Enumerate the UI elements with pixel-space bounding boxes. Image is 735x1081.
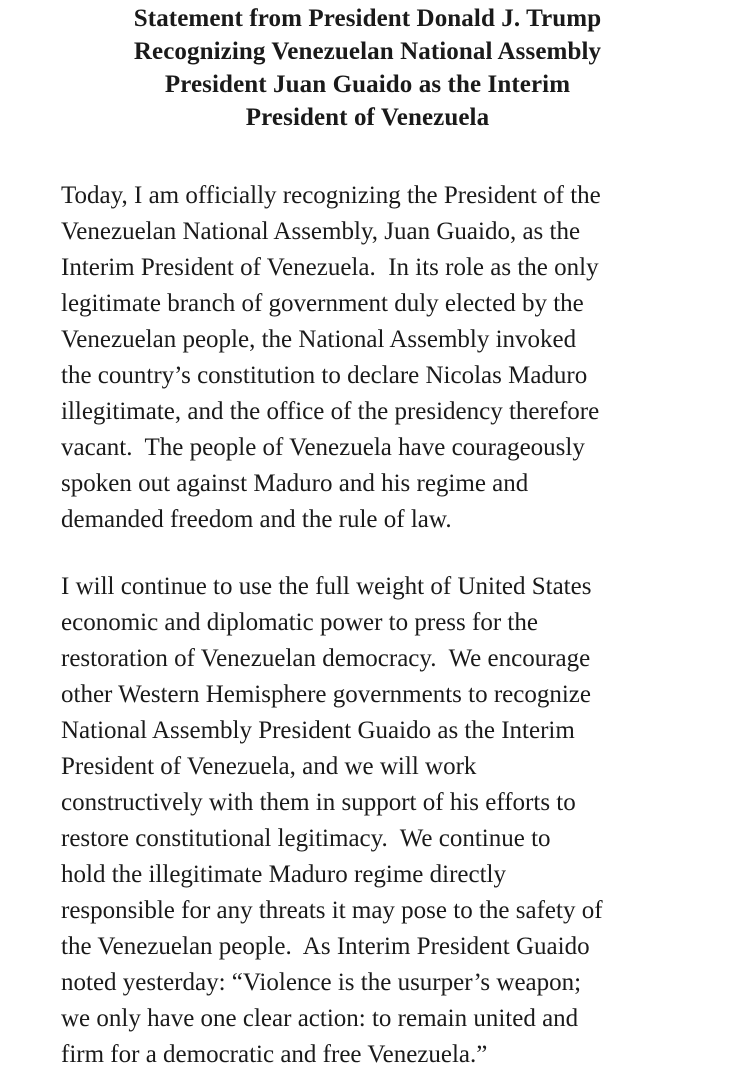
paragraph-line: the country’s constitution to declare Nicolas Maduro [61,362,588,389]
title-line: Statement from President Donald J. Trump [133,5,602,32]
paragraph-line: President of Venezuela, and we will work [61,753,477,780]
paragraph-line: illegitimate, and the office of the presidency therefore [61,398,600,425]
paragraph-line: we only have one clear action: to remain united and [61,1005,579,1032]
paragraph-line: restore constitutional legitimacy. We continue to [61,825,551,852]
paragraph-line: I will continue to use the full weight of United States [61,573,592,600]
paragraph-line: vacant. The people of Venezuela have courageously [61,434,585,461]
paragraph-line: Venezuelan National Assembly, Juan Guaido, as the [61,218,581,245]
paragraph-line: responsible for any threats it may pose to the safety of [61,897,603,924]
title-line: Recognizing Venezuelan National Assembly [133,38,602,65]
statement-title [0,2,735,134]
paragraph-line: restoration of Venezuelan democracy. We encourage [61,645,591,672]
paragraph-line: hold the illegitimate Maduro regime directly [61,861,507,888]
paragraph-line: National Assembly President Guaido as the Interim [61,717,575,744]
paragraph-recognition [61,178,721,538]
paragraph-line: firm for a democratic and free Venezuela.” [61,1041,488,1068]
paragraph-line: economic and diplomatic power to press for the [61,609,538,636]
paragraph-line: Venezuelan people, the National Assembly invoked [61,326,577,353]
paragraph-line: demanded freedom and the rule of law. [61,506,452,533]
paragraph-line: other Western Hemisphere governments to recognize [61,681,591,708]
paragraph-line: Interim President of Venezuela. In its role as the only [61,254,599,281]
paragraph-line: spoken out against Maduro and his regime and [61,470,529,497]
paragraph-line: constructively with them in support of his efforts to [61,789,576,816]
paragraph-line: the Venezuelan people. As Interim President Guaido [61,933,590,960]
paragraph-line: noted yesterday: “Violence is the usurper’s weapon; [61,969,582,996]
title-line: President of Venezuela [245,104,490,131]
title-line: President Juan Guaido as the Interim [164,71,571,98]
paragraph-line: Today, I am officially recognizing the President of the [61,182,601,209]
paragraph-continuation [61,569,721,1073]
paragraph-line: legitimate branch of government duly elected by the [61,290,584,317]
